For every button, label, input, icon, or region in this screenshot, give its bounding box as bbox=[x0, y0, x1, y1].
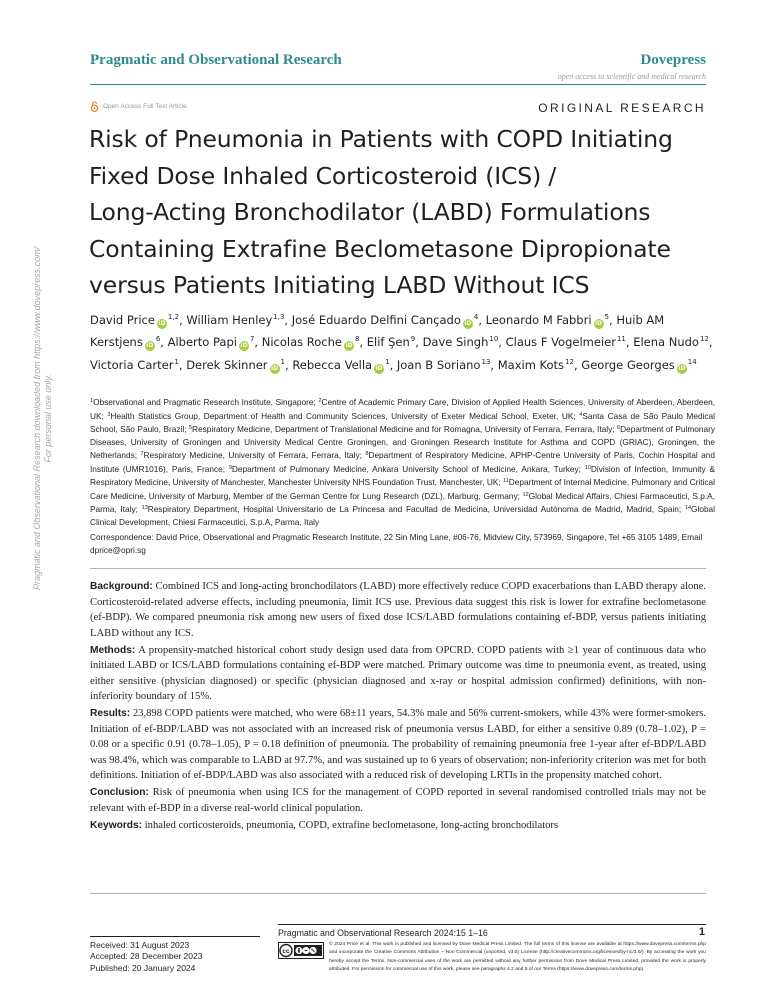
abstract bbox=[90, 579, 706, 835]
affiliation-text: Observational and Pragmatic Research Institute, Singapore; bbox=[93, 397, 319, 407]
author-list: David Price iD$^{1,2}$, William Henley$^{1,3}$, José Eduardo Delfini Cançado $iD^4$, Leonardo M Fabbri $iD^5$, Huib AM Kerstjens $iD^6$, Alberto Papi $iD^7$, Nicolas Roche $iD^8$, Elif Şen$^9$, Dave Singh$^{10}$, Claus F Vogelmeier$^{11}$, Elena Nudo$^{12}$, Victoria Carter$^1$, Derek Skinner $iD^1$, Rebecca Vella $iD^1$, Joan B Soriano$^{13}$, Maxim Kots$^{12}$, George Georges $iD^{14}$ bbox=[90, 313, 713, 372]
affiliation-number: 9 bbox=[228, 464, 232, 471]
affiliation-text: Department of Pulmonary Medicine, Ankara University School of Medicine, Ankara, Turkey; bbox=[231, 463, 585, 474]
affiliation-text: Global Medical Affairs, Chiesi Farmaceutici, S.p.A, Parma, Italy; bbox=[90, 490, 715, 514]
download-watermark-text bbox=[32, 247, 54, 590]
cc-label: cc bbox=[282, 948, 290, 955]
abstract-bottom-divider bbox=[90, 893, 706, 894]
open-access-lock-icon bbox=[90, 101, 99, 112]
author-name: Nicolas Roche bbox=[261, 335, 342, 350]
publisher-logo[interactable]: Dovepress bbox=[640, 52, 706, 68]
accepted-date: Accepted: 28 December 2023 bbox=[90, 951, 203, 962]
creative-commons-icon[interactable] bbox=[278, 942, 324, 959]
affiliation-number: 10 bbox=[584, 464, 591, 471]
open-access-label: Open Access Full Text Article bbox=[103, 103, 187, 110]
author-name: Joan B Soriano bbox=[396, 357, 481, 372]
affiliation-number: 3 bbox=[107, 411, 111, 418]
affiliation-number: 8 bbox=[365, 451, 369, 457]
article-type: ORIGINAL RESEARCH bbox=[538, 101, 706, 115]
footer-citation: Pragmatic and Observational Research 2024:15 1–16 bbox=[278, 928, 488, 938]
abstract-section-label: Keywords: bbox=[90, 819, 143, 831]
author-affiliation-marker: 1,3 bbox=[273, 313, 285, 321]
title-line: Long-Acting Bronchodilator (LABD) Formulations bbox=[89, 198, 651, 227]
author[interactable] bbox=[90, 358, 179, 372]
author[interactable] bbox=[186, 358, 285, 372]
affiliation-text: Division of Infection, Immunity & Respiratory Medicine, University of Manchester, Manchester University NHS Foundation Trust, Manchester, UK; bbox=[90, 463, 715, 487]
author-name: José Eduardo Delfini Cançado bbox=[291, 313, 461, 327]
license-statement: © 2024 Price et al. This work is published and licensed by Dove Medical Press Limited. The full terms of this license are available at https://www.dovepress.com/terms.php and incorporate the Creative Commons Attribution – Non Commercial (unported, v3.0) License (http://creativecommons.org/licenses/by-nc/3.0/). By accessing the work you hereby accept the Terms. Non-commercial uses of the work are permitted without any further permission from Dove Medical Press Limited, provided the work is properly attributed. For permission for commercial use of this work, please see paragraphs 4.2 and 5 of our Terms (https://www.dovepress.com/terms.php). bbox=[329, 942, 706, 973]
affiliation-text: Department of Respiratory Medicine, APHP-Centre University of Paris, Cochin Hospital and Institute (UMR1016), Paris, France; bbox=[90, 450, 715, 474]
author-affiliation-marker: 9 bbox=[410, 335, 416, 344]
author-name: Elena Nudo bbox=[633, 335, 699, 350]
title-line: Containing Extrafine Beclometasone Dipropionate bbox=[89, 234, 671, 263]
abstract-section bbox=[90, 643, 706, 705]
orcid-icon[interactable]: iD bbox=[595, 320, 603, 327]
author-name: Elif Şen bbox=[366, 335, 410, 350]
author-affiliation-marker: 5 bbox=[604, 313, 610, 321]
affiliation-text: Health Statistics Group, Department of Health and Community Sciences, University of Exeter Medical School, Exeter, UK; bbox=[110, 410, 580, 421]
author-affiliation-marker: 12 bbox=[699, 335, 709, 344]
header-divider bbox=[90, 84, 706, 85]
author-affiliation-marker: 12 bbox=[565, 357, 574, 366]
abstract-section bbox=[90, 706, 706, 784]
affiliation-text: Santa Casa de São Paulo Medical School, São Paulo, Brazil; bbox=[90, 410, 716, 434]
author-name: Rebecca Vella bbox=[292, 357, 373, 372]
author-affiliation-marker: 4 bbox=[473, 313, 479, 321]
author[interactable] bbox=[633, 335, 709, 349]
author[interactable] bbox=[423, 335, 499, 349]
download-watermark bbox=[32, 232, 52, 612]
author-name: Huib AM Kerstjens bbox=[90, 313, 665, 350]
abstract-section-label: Background: bbox=[90, 581, 153, 592]
orcid-icon[interactable]: iD bbox=[678, 364, 686, 372]
footer-divider bbox=[278, 924, 706, 925]
affiliations bbox=[90, 395, 715, 528]
author-name: Derek Skinner bbox=[186, 357, 268, 372]
orcid-icon[interactable]: iD bbox=[271, 364, 279, 372]
author-affiliation-marker: 1,2 bbox=[167, 313, 180, 321]
author-name: Dave Singh bbox=[422, 335, 489, 350]
abstract-section-text: Risk of pneumonia when using ICS for the management of COPD reported in several randomised controlled trials may not be relevant with ef-BDP in a diverse real-world clinical population. bbox=[90, 787, 706, 814]
orcid-icon[interactable]: iD bbox=[464, 320, 472, 327]
abstract-section-text: Combined ICS and long-acting bronchodilators (LABD) more effectively reduce COPD exacerbations than LABD therapy alone. Corticosteroid-related adverse effects, including pneumonia, limit ICS use. Previous data suggest this risk is lower for extrafine beclometasone (ef-BDP). We compared pneumonia risk among new users of fixed dose ICS/LABD formulations containing ef-BDP, versus patients initiating LABD without any ICS. bbox=[90, 581, 706, 639]
author[interactable] bbox=[168, 335, 255, 349]
author-affiliation-marker: 14 bbox=[687, 357, 697, 366]
dates-divider bbox=[90, 936, 260, 937]
affiliation-text: Respiratory Medicine, Department of Translational Medicine and for Romagna, University of Ferrara, Ferrara, Italy; bbox=[192, 424, 618, 434]
abstract-section-text: A propensity-matched historical cohort study design used data from OPCRD. COPD patients with ≥1 year of continuous data who initiated LABD or ICS/LABD formulations containing ef-BDP were matched. Primary outcome was time to pneumonia event, as treated, using either sensitive (physician diagnosed) or specific (physician diagnosed and x-ray or hospital admission confirmed) definitions, with non-inferiority boundary of 15%. bbox=[90, 644, 706, 702]
author-affiliation-marker: 7 bbox=[249, 335, 255, 344]
page-number: 1 bbox=[698, 926, 705, 938]
watermark-line: Pragmatic and Observational Research downloaded from https://www.dovepress.com/ bbox=[32, 246, 42, 590]
author-name: David Price bbox=[90, 313, 155, 327]
abstract-section-text: 23,898 COPD patients were matched, who were 68±11 years, 54.3% male and 56% current-smokers, while 43% were former-smokers. Initiation of ef-BDP/LABD was not associated with an increased risk of pneumonia versus LABD, for either a sensitive 0.89 (0.78–1.02), P = 0.08 or a specific 0.91 (0.78–1.05), P = 0.18 definition of pneumonia. The probability of remaining pneumonia free 1-year after ef-BDP/LABD was 98.4%, which was comparable to LABD at 97.7%, and was sustained up to 6 years of observation; non-inferiority criterion was met for both definitions. Initiation of ef-BDP/LABD was also associated with a reduced risk of developing LRTIs in the propensity matched cohort. bbox=[90, 708, 706, 781]
journal-name: Pragmatic and Observational Research bbox=[90, 52, 342, 68]
article-title bbox=[89, 121, 719, 304]
author[interactable] bbox=[90, 313, 179, 327]
open-access-badge bbox=[90, 101, 187, 112]
affiliation-number: 12 bbox=[522, 491, 529, 498]
author[interactable] bbox=[397, 358, 491, 372]
affiliation-text: Respiratory Medicine, University of Ferrara, Ferrara, Italy; bbox=[143, 450, 366, 460]
title-line: Risk of Pneumonia in Patients with COPD Initiating bbox=[89, 125, 673, 153]
author-affiliation-marker: 6 bbox=[155, 335, 161, 344]
author[interactable] bbox=[581, 358, 696, 372]
author[interactable] bbox=[292, 313, 479, 327]
author[interactable] bbox=[486, 313, 609, 327]
abstract-section bbox=[90, 785, 706, 816]
author-affiliation-marker: 1 bbox=[385, 357, 390, 366]
affiliation-text: Department of Pulmonary Diseases, University of Groningen and University Medical Centre Groningen, and Groningen Research Institute for Asthma and COPD (GRIAC), Groningen, the Netherlands; bbox=[90, 424, 715, 460]
author[interactable] bbox=[292, 358, 389, 372]
author-name: Victoria Carter bbox=[90, 357, 174, 372]
author-name: George Georges bbox=[581, 357, 675, 372]
author-affiliation-marker: 8 bbox=[354, 335, 360, 344]
author[interactable] bbox=[262, 335, 360, 349]
author[interactable] bbox=[506, 335, 626, 349]
author-affiliation-marker: 1 bbox=[280, 357, 286, 366]
watermark-line: For personal use only. bbox=[43, 374, 53, 463]
affiliation-number: 7 bbox=[140, 451, 144, 457]
abstract-section bbox=[90, 818, 706, 834]
abstract-section-text: inhaled corticosteroids, pneumonia, COPD, extrafine beclometasone, long-acting bronchodilators bbox=[142, 819, 559, 831]
affiliation-number: 6 bbox=[617, 425, 621, 431]
author-name: Alberto Papi bbox=[167, 335, 237, 350]
affiliation-text: Global Clinical Development, Chiesi Farmaceutici, S.p.A, Parma, Italy bbox=[90, 504, 716, 527]
published-date: Published: 20 January 2024 bbox=[90, 962, 196, 973]
abstract-section-label: Results: bbox=[90, 708, 131, 719]
title-line: versus Patients Initiating LABD Without ICS bbox=[89, 271, 590, 300]
affiliation-number: 2 bbox=[318, 398, 322, 404]
author-affiliation-marker: 13 bbox=[481, 357, 491, 366]
orcid-icon[interactable]: iD bbox=[240, 342, 248, 350]
author[interactable] bbox=[186, 313, 284, 327]
author-affiliation-marker: 1 bbox=[174, 357, 179, 366]
article-dates bbox=[90, 940, 202, 974]
orcid-icon[interactable]: iD bbox=[375, 364, 383, 372]
orcid-icon[interactable]: iD bbox=[345, 342, 353, 350]
author-affiliation-marker: 11 bbox=[616, 335, 626, 344]
abstract-section-label: Methods: bbox=[90, 644, 136, 656]
title-line: Fixed Dose Inhaled Corticosteroid (ICS) / bbox=[89, 161, 557, 190]
correspondence: Correspondence: David Price, Observational and Pragmatic Research Institute, 22 Sin Ming Lane, #06-76, Midview City, 573969, Singapore, Tel +65 3105 1489, Email dprice@opri.sg bbox=[90, 532, 703, 555]
affiliation-number: 11 bbox=[503, 478, 509, 484]
author-affiliation-marker: 10 bbox=[489, 335, 499, 344]
author[interactable] bbox=[367, 335, 416, 349]
affiliation-text: Department of Internal Medicine, Pulmonary and Critical Care Medicine, University of Marburg, Member of the German Centre for Lung Research (DZL), Marburg, Germany; bbox=[90, 477, 715, 501]
abstract-top-divider bbox=[90, 568, 706, 569]
orcid-icon[interactable]: iD bbox=[158, 320, 166, 327]
author-name: Leonardo M Fabbri bbox=[485, 313, 592, 327]
affiliation-number: 4 bbox=[579, 411, 583, 418]
affiliation-number: 5 bbox=[188, 425, 193, 431]
affiliation-text: Respiratory Department, Hospital Universitario de La Princesa and Facultad de Medicina, Universidad Autònoma de Madrid, Madrid, Spain; bbox=[147, 504, 685, 514]
author-name: William Henley bbox=[186, 313, 273, 327]
orcid-icon[interactable]: iD bbox=[146, 342, 154, 350]
author[interactable] bbox=[498, 358, 574, 372]
affiliation-number: 13 bbox=[141, 505, 148, 511]
affiliation-number: 14 bbox=[684, 505, 692, 511]
author-name: Maxim Kots bbox=[497, 357, 565, 372]
abstract-section bbox=[90, 579, 706, 641]
affiliation-number: 1 bbox=[90, 398, 94, 404]
received-date: Received: 31 August 2023 bbox=[90, 940, 190, 950]
affiliation-text: Centre of Academic Primary Care, Division of Applied Health Sciences, University of Aberdeen, Aberdeen, UK; bbox=[90, 397, 715, 421]
abstract-section-label: Conclusion: bbox=[90, 787, 149, 798]
author-name: Claus F Vogelmeier bbox=[505, 335, 616, 350]
publisher-tagline: open access to scientific and medical research bbox=[557, 72, 706, 81]
